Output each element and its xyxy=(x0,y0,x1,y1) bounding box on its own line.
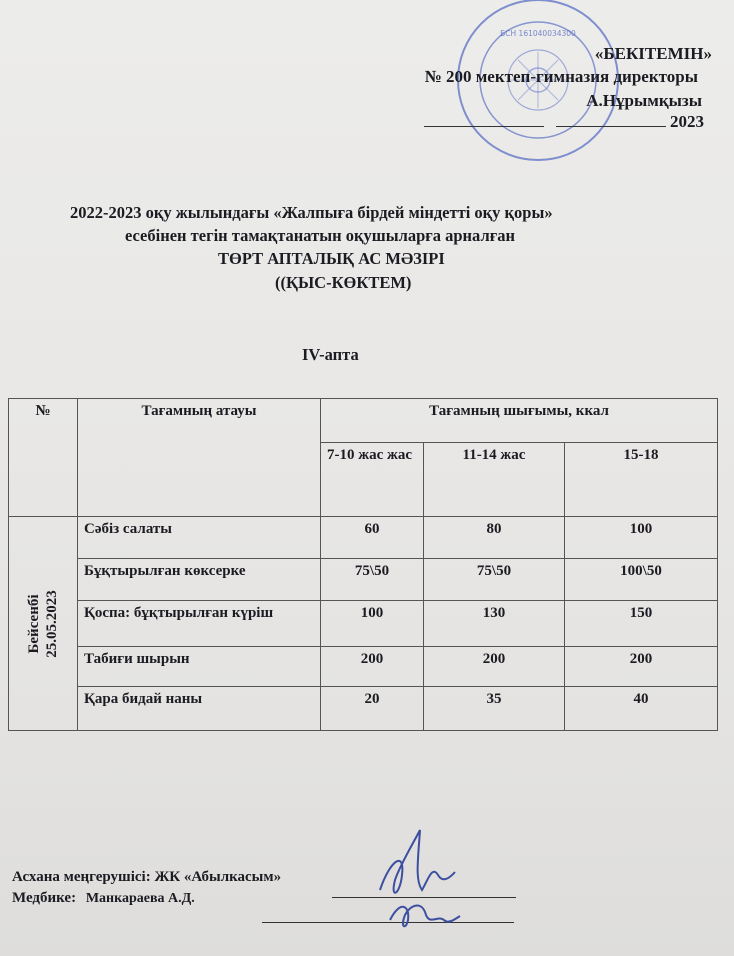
dish-name: Қоспа: бұқтырылған күріш xyxy=(78,601,321,647)
dish-name: Қара бидай наны xyxy=(78,687,321,731)
canteen-head-line: Асхана меңгерушісі: ЖК «Абылкасым» xyxy=(12,869,282,885)
header-dish-name: Тағамның атауы xyxy=(78,399,321,517)
approval-date-line xyxy=(424,112,705,132)
approval-signatory: А.Нұрымқызы xyxy=(586,91,702,110)
stamp-bin: БСН 161040034300 xyxy=(500,29,576,38)
dish-name: Табиғи шырын xyxy=(78,647,321,687)
table-row xyxy=(9,687,718,731)
heading-line-2: есебінен тегін тамақтанатын оқушыларға арналған xyxy=(125,226,515,245)
table-row xyxy=(9,559,718,601)
dish-value-3: 40 xyxy=(565,687,718,731)
dish-value-3: 200 xyxy=(565,647,718,687)
day-label xyxy=(25,590,61,658)
dish-value-1: 200 xyxy=(321,647,424,687)
nurse-line xyxy=(12,890,195,907)
dish-value-2: 80 xyxy=(424,517,565,559)
approval-title: «БЕКІТЕМІН» xyxy=(594,44,712,63)
dish-value-2: 200 xyxy=(424,647,565,687)
nurse-label: Медбике: xyxy=(12,890,77,906)
nurse-name: Манкараева А.Д. xyxy=(85,891,195,906)
dish-value-1: 60 xyxy=(321,517,424,559)
heading-line-1: 2022-2023 оқу жылындағы «Жалпыға бірдей міндетті оқу қоры» xyxy=(70,203,553,222)
week-label: IV-апта xyxy=(302,345,359,364)
day-name: Бейсенбі xyxy=(26,593,42,654)
dish-value-2: 75\50 xyxy=(424,559,565,601)
approval-year: 2023 xyxy=(670,112,704,131)
handwritten-signature xyxy=(360,820,470,940)
dish-name: Сәбіз салаты xyxy=(78,517,321,559)
day-cell xyxy=(9,517,78,731)
table-row xyxy=(9,517,718,559)
signature-blank xyxy=(424,112,544,127)
dish-name: Бұқтырылған көксерке xyxy=(78,559,321,601)
dish-value-2: 130 xyxy=(424,601,565,647)
header-age-3: 15-18 xyxy=(565,443,718,517)
dish-value-1: 20 xyxy=(321,687,424,731)
header-age-1: 7-10 жас жас xyxy=(321,443,424,517)
header-output: Тағамның шығымы, ккал xyxy=(321,399,718,443)
heading-line-3: ТӨРТ АПТАЛЫҚ АС МӘЗІРІ xyxy=(218,249,445,268)
day-date: 25.05.2023 xyxy=(44,589,60,658)
menu-table xyxy=(8,398,718,731)
approval-position: № 200 мектеп-гимназия директоры xyxy=(424,67,698,86)
dish-value-1: 100 xyxy=(321,601,424,647)
dish-value-2: 35 xyxy=(424,687,565,731)
dish-value-1: 75\50 xyxy=(321,559,424,601)
dish-value-3: 100\50 xyxy=(565,559,718,601)
table-row xyxy=(9,647,718,687)
table-row xyxy=(9,601,718,647)
header-age-2: 11-14 жас xyxy=(424,443,565,517)
date-blank xyxy=(556,112,666,127)
heading-line-4: ((ҚЫС-КӨКТЕМ) xyxy=(275,273,412,292)
header-number: № xyxy=(9,399,78,517)
dish-value-3: 100 xyxy=(565,517,718,559)
dish-value-3: 150 xyxy=(565,601,718,647)
